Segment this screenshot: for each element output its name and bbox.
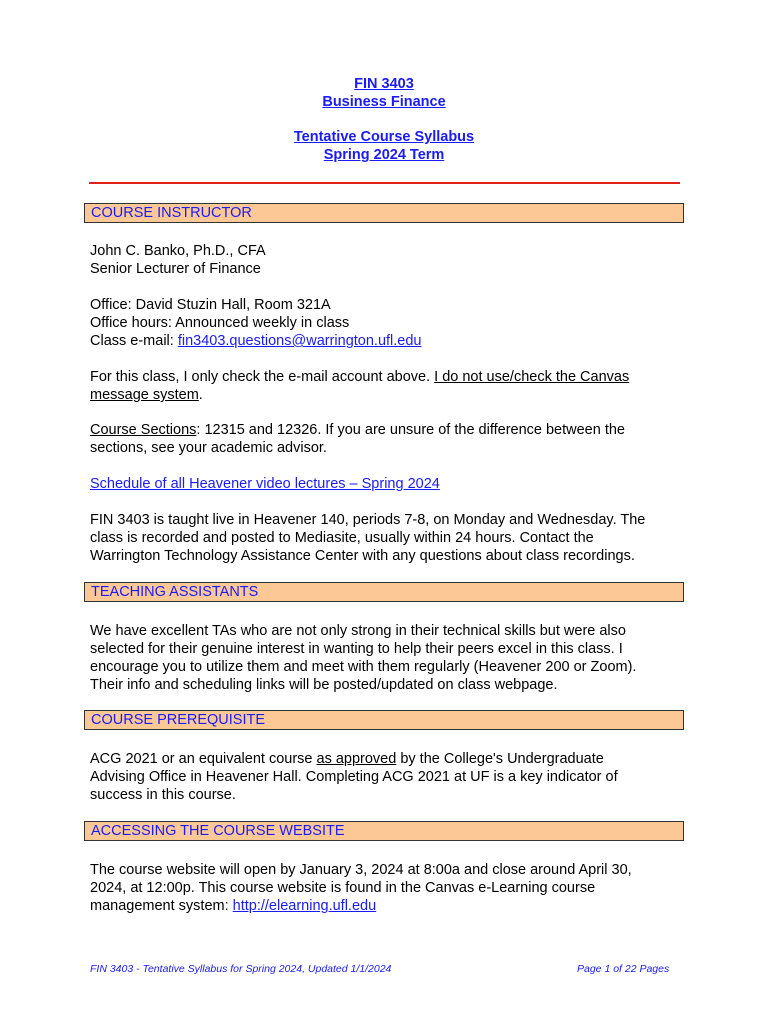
prereq-approved: as approved xyxy=(316,751,397,767)
tas-line-4: Their info and scheduling links will be posted/updated on class webpage. xyxy=(90,677,558,693)
email-note xyxy=(90,368,690,404)
prereq-line-1c: by the College's Undergraduate xyxy=(396,751,604,767)
prereq-line-2: Advising Office in Heavener Hall. Completing ACG 2021 at UF is a key indicator of xyxy=(90,769,618,785)
schedule-line xyxy=(90,475,690,493)
tas-line-1: We have excellent TAs who are not only strong in their technical skills but were also xyxy=(90,623,626,639)
prereq-paragraph xyxy=(90,750,690,804)
website-line-2: 2024, at 12:00p. This course website is found in the Canvas e-Learning course xyxy=(90,880,596,896)
email-note-text: For this class, I only check the e-mail account above. xyxy=(90,369,435,385)
tas-line-3: encourage you to utilize them and meet with them regularly (Heavener 200 or Zoom). xyxy=(90,659,637,675)
section-heading-tas: TEACHING ASSISTANTS xyxy=(84,582,684,602)
section-heading-instructor: COURSE INSTRUCTOR xyxy=(84,203,684,223)
term-label: Spring 2024 Term xyxy=(323,147,445,163)
section-heading-prereq: COURSE PREREQUISITE xyxy=(84,710,684,730)
title-divider xyxy=(89,182,680,184)
website-line-3: management system: xyxy=(90,898,233,914)
tas-line-2: selected for their genuine interest in wanting to help their peers excel in this class. I xyxy=(90,641,623,657)
office-location: Office: David Stuzin Hall, Room 321A xyxy=(90,297,331,313)
tas-paragraph xyxy=(90,622,690,694)
schedule-link[interactable]: Schedule of all Heavener video lectures – Spring 2024 xyxy=(90,476,440,492)
website-paragraph xyxy=(90,861,690,915)
instructor-name: John C. Banko, Ph.D., CFA xyxy=(90,243,266,259)
office-block xyxy=(90,296,690,350)
live-class-info xyxy=(90,511,690,565)
course-sections xyxy=(90,421,690,457)
course-name: Business Finance xyxy=(322,94,446,110)
prereq-line-1a: ACG 2021 or an equivalent course xyxy=(90,751,317,767)
canvas-note-2: message system xyxy=(90,387,199,403)
course-sections-label: Course Sections xyxy=(90,422,197,438)
canvas-note-end: . xyxy=(198,387,203,403)
live-line-1: FIN 3403 is taught live in Heavener 140, periods 7-8, on Monday and Wednesday. The xyxy=(90,512,646,528)
elearning-link[interactable]: http://elearning.ufl.edu xyxy=(232,898,377,914)
instructor-block xyxy=(90,242,690,278)
instructor-title: Senior Lecturer of Finance xyxy=(90,261,261,277)
live-line-3: Warrington Technology Assistance Center with any questions about class recordings. xyxy=(90,548,635,564)
live-line-2: class is recorded and posted to Mediasite, usually within 24 hours. Contact the xyxy=(90,530,594,546)
class-email-line xyxy=(90,332,690,350)
website-line-1: The course website will open by January 3, 2024 at 8:00a and close around April 30, xyxy=(90,862,632,878)
footer-left: FIN 3403 - Tentative Syllabus for Spring 2024, Updated 1/1/2024 xyxy=(90,963,392,975)
course-sections-text-2: sections, see your academic advisor. xyxy=(90,440,327,456)
prereq-line-3: success in this course. xyxy=(90,787,236,803)
canvas-note-1: I do not use/check the Canvas xyxy=(434,369,630,385)
office-hours: Office hours: Announced weekly in class xyxy=(90,315,350,331)
section-heading-website: ACCESSING THE COURSE WEBSITE xyxy=(84,821,684,841)
footer-page-number: Page 1 of 22 Pages xyxy=(577,963,670,975)
syllabus-label: Tentative Course Syllabus xyxy=(293,129,475,145)
course-sections-text-1: : 12315 and 12326. If you are unsure of the difference between the xyxy=(196,422,625,438)
course-code: FIN 3403 xyxy=(354,76,414,92)
email-label: Class e-mail: xyxy=(90,333,178,349)
email-link[interactable]: fin3403.questions@warrington.ufl.edu xyxy=(177,333,422,349)
